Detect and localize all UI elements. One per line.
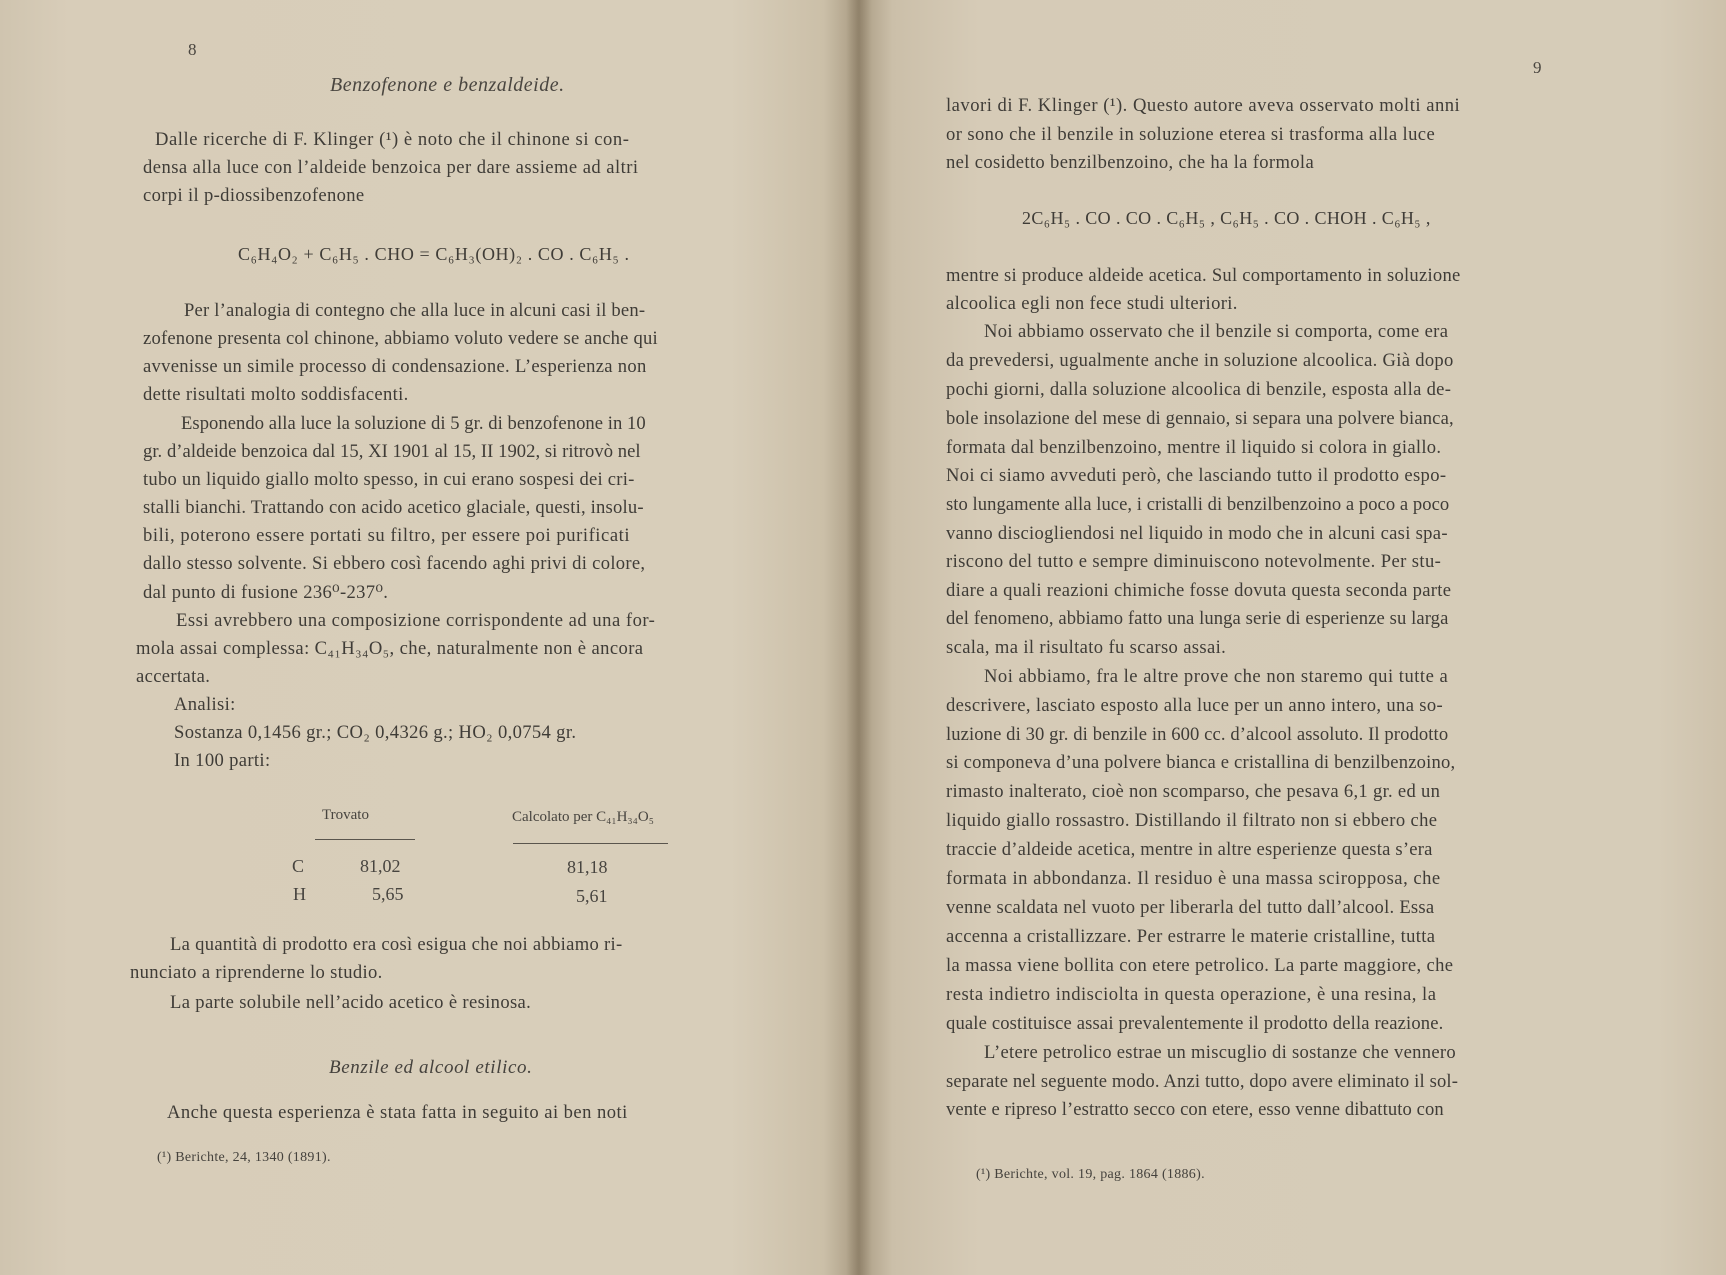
text-line: da prevedersi, ugualmente anche in soluzione alcoolica. Già dopo <box>946 350 1454 371</box>
text-line: quale costituisce assai prevalentemente il prodotto della reazione. <box>946 1013 1444 1034</box>
text-line: Noi abbiamo osservato che il benzile si comporta, come era <box>984 321 1449 342</box>
text-line: Sostanza 0,1456 gr.; CO₂ 0,4326 g.; HO₂ 0,0754 gr. <box>174 722 577 743</box>
text-line: or sono che il benzile in soluzione eterea si trasforma alla luce <box>946 124 1436 145</box>
left-page <box>0 0 858 1275</box>
text-line: accenna a cristallizzare. Per estrarre le materie cristalline, tutta <box>946 926 1436 947</box>
text-line: si componeva d’una polvere bianca e cristallina di benzilbenzoino, <box>946 752 1456 773</box>
text-line: gr. d’aldeide benzoica dal 15, XI 1901 al 15, II 1902, si ritrovò nel <box>143 441 641 462</box>
text-line: Essi avrebbero una composizione corrispondente ad una for- <box>176 610 656 631</box>
text-line: tubo un liquido giallo molto spesso, in cui erano sospesi dei cri- <box>143 469 635 490</box>
text-line: stalli bianchi. Trattando con acido acetico glaciale, questi, insolu- <box>143 497 644 518</box>
text-line: del fenomeno, abbiamo fatto una lunga serie di esperienze su larga <box>946 608 1449 629</box>
table-cell-found: 5,65 <box>372 884 404 904</box>
text-line: separate nel seguente modo. Anzi tutto, dopo avere eliminato il sol- <box>946 1071 1459 1092</box>
text-line: venne scaldata nel vuoto per liberarla del tutto dall’alcool. Essa <box>946 897 1435 918</box>
text-line: rimasto inalterato, cioè non scomparso, che pesava 6,1 gr. ed un <box>946 781 1441 802</box>
text-line: densa alla luce con l’aldeide benzoica per dare assieme ad altri <box>143 157 639 178</box>
page-number: 9 <box>1533 58 1542 77</box>
text-line: diare a quali reazioni chimiche fosse dovuta questa seconda parte <box>946 580 1452 601</box>
text-line: sto lungamente alla luce, i cristalli di benzilbenzoino a poco a poco <box>946 494 1450 515</box>
text-line: Anche questa esperienza è stata fatta in seguito ai ben noti <box>167 1102 628 1123</box>
chemical-formula: C₆H₄O₂ + C₆H₅ . CHO = C₆H₃(OH)₂ . CO . C₆H₅ . <box>238 244 630 264</box>
text-line: accertata. <box>136 666 211 687</box>
text-line: vanno disciogliendosi nel liquido in modo che in alcuni casi spa- <box>946 523 1448 544</box>
book-gutter <box>846 0 872 1275</box>
text-line: nunciato a riprenderne lo studio. <box>130 962 383 983</box>
text-line: dette risultati molto soddisfacenti. <box>143 384 409 405</box>
text-line: dallo stesso solvente. Si ebbero così facendo aghi privi di colore, <box>143 553 646 574</box>
right-page <box>858 0 1726 1275</box>
table-cell-calculated: 81,18 <box>567 857 608 877</box>
text-line: Esponendo alla luce la soluzione di 5 gr. di benzofenone in 10 <box>181 413 646 434</box>
table-header-calculated: Calcolato per C₄₁H₃₄O₅ <box>512 809 654 825</box>
text-line: bole insolazione del mese di gennaio, si separa una polvere bianca, <box>946 408 1454 429</box>
text-line: Analisi: <box>174 694 236 715</box>
text-line: Dalle ricerche di F. Klinger (¹) è noto che il chinone si con- <box>155 129 630 150</box>
text-line: alcoolica egli non fece studi ulteriori. <box>946 293 1238 314</box>
footnote: (¹) Berichte, vol. 19, pag. 1864 (1886). <box>976 1167 1205 1182</box>
text-line: mola assai complessa: C₄₁H₃₄O₅, che, naturalmente non è ancora <box>136 638 644 659</box>
text-line: scala, ma il risultato fu scarso assai. <box>946 637 1227 658</box>
chemical-formula: 2C₆H₅ . CO . CO . C₆H₅ , C₆H₅ . CO . CHOH . C₆H₅ , <box>1022 208 1431 228</box>
text-line: liquido giallo rossastro. Distillando il filtrato non si ebbero che <box>946 810 1438 831</box>
text-line: vente e ripreso l’estratto secco con etere, esso venne dibattuto con <box>946 1099 1444 1120</box>
table-cell-element: H <box>293 884 306 904</box>
table-cell-calculated: 5,61 <box>576 886 608 906</box>
text-line: Noi ci siamo avveduti però, che lasciando tutto il prodotto espo- <box>946 465 1447 486</box>
running-head: Benzofenone e benzaldeide. <box>330 74 565 96</box>
text-line: mentre si produce aldeide acetica. Sul comportamento in soluzione <box>946 265 1461 286</box>
footnote: (¹) Berichte, 24, 1340 (1891). <box>157 1150 331 1165</box>
text-line: descrivere, lasciato esposto alla luce per un anno intero, una so- <box>946 695 1444 716</box>
text-line: La parte solubile nell’acido acetico è resinosa. <box>170 992 532 1013</box>
text-line: traccie d’aldeide acetica, mentre in altre esperienze questa s’era <box>946 839 1433 860</box>
table-rule <box>315 839 415 840</box>
text-line: Per l’analogia di contegno che alla luce in alcuni casi il ben- <box>184 300 646 321</box>
section-subheading: Benzile ed alcool etilico. <box>329 1057 533 1078</box>
text-line: nel cosidetto benzilbenzoino, che ha la formola <box>946 152 1315 173</box>
text-line: bili, poterono essere portati su filtro, per essere poi purificati <box>143 525 631 546</box>
text-line: resta indietro indisciolta in questa operazione, è una resina, la <box>946 984 1437 1005</box>
text-line: luzione di 30 gr. di benzile in 600 cc. d’alcool assoluto. Il prodotto <box>946 724 1449 745</box>
text-line: corpi il p-diossibenzofenone <box>143 185 365 206</box>
text-line: pochi giorni, dalla soluzione alcoolica di benzile, esposta alla de- <box>946 379 1452 400</box>
text-line: la massa viene bollita con etere petrolico. La parte maggiore, che <box>946 955 1454 976</box>
table-header-found: Trovato <box>322 807 369 823</box>
text-line: lavori di F. Klinger (¹). Questo autore aveva osservato molti anni <box>946 95 1461 116</box>
text-line: In 100 parti: <box>174 750 271 771</box>
text-line: zofenone presenta col chinone, abbiamo voluto vedere se anche qui <box>143 328 658 349</box>
text-line: formata dal benzilbenzoino, mentre il liquido si colora in giallo. <box>946 437 1442 458</box>
table-rule <box>513 843 668 844</box>
text-line: L’etere petrolico estrae un miscuglio di sostanze che vennero <box>984 1042 1456 1063</box>
text-line: riscono del tutto e sempre diminuiscono notevolmente. Per stu- <box>946 551 1442 572</box>
text-line: avvenisse un simile processo di condensazione. L’esperienza non <box>143 356 647 377</box>
text-line: formata in abbondanza. Il residuo è una massa sciropposa, che <box>946 868 1441 889</box>
table-cell-element: C <box>292 856 305 876</box>
table-cell-found: 81,02 <box>360 856 401 876</box>
page-number: 8 <box>188 40 197 59</box>
text-line: dal punto di fusione 236⁰-237⁰. <box>143 582 389 603</box>
text-line: Noi abbiamo, fra le altre prove che non staremo qui tutte a <box>984 666 1449 687</box>
text-line: La quantità di prodotto era così esigua che noi abbiamo ri- <box>170 934 623 955</box>
